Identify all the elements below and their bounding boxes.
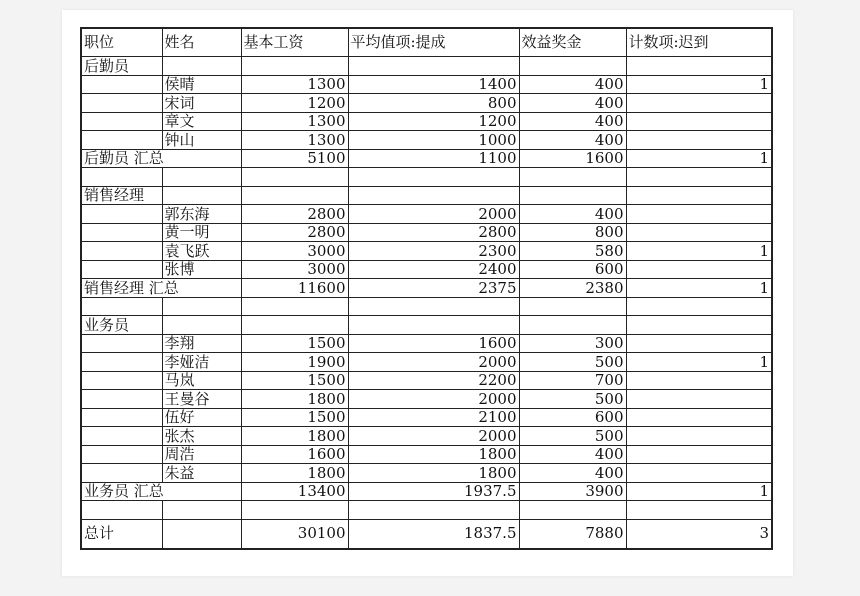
bonus-cell: 400 [519, 464, 626, 483]
subtotal-base: 11600 [241, 279, 348, 298]
subtotal-commission: 1937.5 [348, 482, 519, 501]
subtotal-late: 1 [626, 279, 772, 298]
blank-row [81, 501, 772, 520]
table-row [81, 223, 772, 242]
grand-total-commission: 1837.5 [348, 519, 519, 549]
base-salary-cell: 1300 [241, 112, 348, 131]
empty-cell [81, 353, 162, 372]
late-count-cell [626, 94, 772, 113]
bonus-cell: 800 [519, 223, 626, 242]
empty-cell [162, 168, 241, 187]
base-salary-cell: 1800 [241, 464, 348, 483]
base-salary-cell: 1300 [241, 131, 348, 150]
commission-cell: 2100 [348, 408, 519, 427]
blank-row [81, 168, 772, 187]
bonus-cell: 500 [519, 390, 626, 409]
column-header: 平均值项:提成 [348, 28, 519, 57]
empty-cell [519, 501, 626, 520]
employee-name: 朱益 [162, 464, 241, 483]
table-row [81, 371, 772, 390]
empty-cell [81, 464, 162, 483]
base-salary-cell: 1800 [241, 427, 348, 446]
table-row [81, 94, 772, 113]
commission-cell: 1800 [348, 445, 519, 464]
late-count-cell [626, 445, 772, 464]
base-salary-cell: 1300 [241, 75, 348, 94]
empty-cell [162, 186, 241, 205]
subtotal-bonus: 3900 [519, 482, 626, 501]
late-count-cell: 1 [626, 353, 772, 372]
empty-cell [81, 223, 162, 242]
subtotal-late: 1 [626, 149, 772, 168]
empty-cell [519, 316, 626, 335]
subtotal-base: 5100 [241, 149, 348, 168]
commission-cell: 2000 [348, 390, 519, 409]
empty-cell [81, 390, 162, 409]
table-row [81, 260, 772, 279]
base-salary-cell: 1600 [241, 445, 348, 464]
bonus-cell: 500 [519, 427, 626, 446]
empty-cell [241, 57, 348, 76]
subtotal-bonus: 1600 [519, 149, 626, 168]
empty-cell [241, 316, 348, 335]
late-count-cell [626, 464, 772, 483]
employee-name: 宋词 [162, 94, 241, 113]
empty-cell [241, 501, 348, 520]
table-row [81, 75, 772, 94]
commission-cell: 1800 [348, 464, 519, 483]
bonus-cell: 300 [519, 334, 626, 353]
empty-cell [81, 501, 162, 520]
subtotal-commission: 2375 [348, 279, 519, 298]
late-count-cell [626, 427, 772, 446]
subtotal-bonus: 2380 [519, 279, 626, 298]
base-salary-cell: 3000 [241, 242, 348, 261]
base-salary-cell: 2800 [241, 223, 348, 242]
position-label: 业务员 [81, 316, 162, 335]
bonus-cell: 600 [519, 408, 626, 427]
empty-cell [162, 519, 241, 549]
employee-name: 张杰 [162, 427, 241, 446]
commission-cell: 2400 [348, 260, 519, 279]
empty-cell [519, 186, 626, 205]
late-count-cell [626, 260, 772, 279]
bonus-cell: 500 [519, 353, 626, 372]
late-count-cell [626, 205, 772, 224]
empty-cell [626, 297, 772, 316]
grand-total-late: 3 [626, 519, 772, 549]
table-row [81, 427, 772, 446]
empty-cell [626, 168, 772, 187]
employee-name: 王曼谷 [162, 390, 241, 409]
empty-cell [519, 57, 626, 76]
commission-cell: 1200 [348, 112, 519, 131]
bonus-cell: 400 [519, 75, 626, 94]
column-header: 姓名 [162, 28, 241, 57]
late-count-cell [626, 371, 772, 390]
position-label: 销售经理 [81, 186, 162, 205]
empty-cell [626, 186, 772, 205]
employee-name: 钟山 [162, 131, 241, 150]
employee-name: 马岚 [162, 371, 241, 390]
subtotal-row [81, 279, 772, 298]
grand-total-base: 30100 [241, 519, 348, 549]
empty-cell [81, 371, 162, 390]
subtotal-label: 销售经理 汇总 [81, 279, 241, 298]
table-row [81, 334, 772, 353]
employee-name: 章文 [162, 112, 241, 131]
employee-name: 袁飞跃 [162, 242, 241, 261]
commission-cell: 2000 [348, 205, 519, 224]
empty-cell [241, 186, 348, 205]
empty-cell [81, 131, 162, 150]
table-row [81, 390, 772, 409]
bonus-cell: 700 [519, 371, 626, 390]
late-count-cell: 1 [626, 75, 772, 94]
empty-cell [81, 168, 162, 187]
table-row [81, 112, 772, 131]
employee-name: 侯晴 [162, 75, 241, 94]
empty-cell [241, 168, 348, 187]
commission-cell: 2300 [348, 242, 519, 261]
bonus-cell: 400 [519, 94, 626, 113]
empty-cell [162, 316, 241, 335]
employee-name: 郭东海 [162, 205, 241, 224]
bonus-cell: 400 [519, 112, 626, 131]
subtotal-label: 业务员 汇总 [81, 482, 241, 501]
commission-cell: 1600 [348, 334, 519, 353]
base-salary-cell: 2800 [241, 205, 348, 224]
empty-cell [81, 427, 162, 446]
grand-total-row [81, 519, 772, 549]
empty-cell [626, 501, 772, 520]
empty-cell [81, 94, 162, 113]
base-salary-cell: 1500 [241, 408, 348, 427]
table-row [81, 445, 772, 464]
bonus-cell: 600 [519, 260, 626, 279]
empty-cell [348, 168, 519, 187]
empty-cell [81, 334, 162, 353]
late-count-cell [626, 390, 772, 409]
empty-cell [348, 186, 519, 205]
commission-cell: 2000 [348, 353, 519, 372]
late-count-cell: 1 [626, 242, 772, 261]
subtotal-row [81, 482, 772, 501]
table-row [81, 242, 772, 261]
empty-cell [81, 297, 162, 316]
grand-total-label: 总计 [81, 519, 162, 549]
commission-cell: 800 [348, 94, 519, 113]
group-label-row [81, 57, 772, 76]
bonus-cell: 400 [519, 131, 626, 150]
commission-cell: 2800 [348, 223, 519, 242]
bonus-cell: 400 [519, 205, 626, 224]
employee-name: 李娅洁 [162, 353, 241, 372]
base-salary-cell: 1500 [241, 371, 348, 390]
column-header: 效益奖金 [519, 28, 626, 57]
table-row [81, 353, 772, 372]
column-header: 基本工资 [241, 28, 348, 57]
late-count-cell [626, 223, 772, 242]
empty-cell [81, 445, 162, 464]
column-header: 计数项:迟到 [626, 28, 772, 57]
empty-cell [626, 316, 772, 335]
group-label-row [81, 316, 772, 335]
subtotal-label: 后勤员 汇总 [81, 149, 241, 168]
empty-cell [348, 57, 519, 76]
bonus-cell: 400 [519, 445, 626, 464]
empty-cell [81, 75, 162, 94]
empty-cell [626, 57, 772, 76]
commission-cell: 1400 [348, 75, 519, 94]
report-page [62, 10, 793, 576]
empty-cell [162, 297, 241, 316]
empty-cell [519, 297, 626, 316]
empty-cell [348, 297, 519, 316]
late-count-cell [626, 334, 772, 353]
empty-cell [519, 168, 626, 187]
late-count-cell [626, 131, 772, 150]
table-row [81, 408, 772, 427]
base-salary-cell: 1200 [241, 94, 348, 113]
subtotal-base: 13400 [241, 482, 348, 501]
column-header: 职位 [81, 28, 162, 57]
empty-cell [241, 297, 348, 316]
commission-cell: 2000 [348, 427, 519, 446]
empty-cell [81, 408, 162, 427]
base-salary-cell: 1800 [241, 390, 348, 409]
empty-cell [162, 57, 241, 76]
pivot-table [80, 27, 773, 550]
empty-cell [348, 316, 519, 335]
position-label: 后勤员 [81, 57, 162, 76]
employee-name: 李翔 [162, 334, 241, 353]
employee-name: 张博 [162, 260, 241, 279]
commission-cell: 2200 [348, 371, 519, 390]
subtotal-row [81, 149, 772, 168]
late-count-cell [626, 408, 772, 427]
base-salary-cell: 1900 [241, 353, 348, 372]
empty-cell [81, 205, 162, 224]
bonus-cell: 580 [519, 242, 626, 261]
employee-name: 黄一明 [162, 223, 241, 242]
table-row [81, 131, 772, 150]
table-row [81, 464, 772, 483]
commission-cell: 1000 [348, 131, 519, 150]
empty-cell [81, 242, 162, 261]
group-label-row [81, 186, 772, 205]
employee-name: 伍好 [162, 408, 241, 427]
empty-cell [162, 501, 241, 520]
empty-cell [81, 260, 162, 279]
table-row [81, 205, 772, 224]
base-salary-cell: 1500 [241, 334, 348, 353]
blank-row [81, 297, 772, 316]
base-salary-cell: 3000 [241, 260, 348, 279]
subtotal-commission: 1100 [348, 149, 519, 168]
late-count-cell [626, 112, 772, 131]
grand-total-bonus: 7880 [519, 519, 626, 549]
employee-name: 周浩 [162, 445, 241, 464]
empty-cell [348, 501, 519, 520]
subtotal-late: 1 [626, 482, 772, 501]
header-row [81, 28, 772, 57]
empty-cell [81, 112, 162, 131]
